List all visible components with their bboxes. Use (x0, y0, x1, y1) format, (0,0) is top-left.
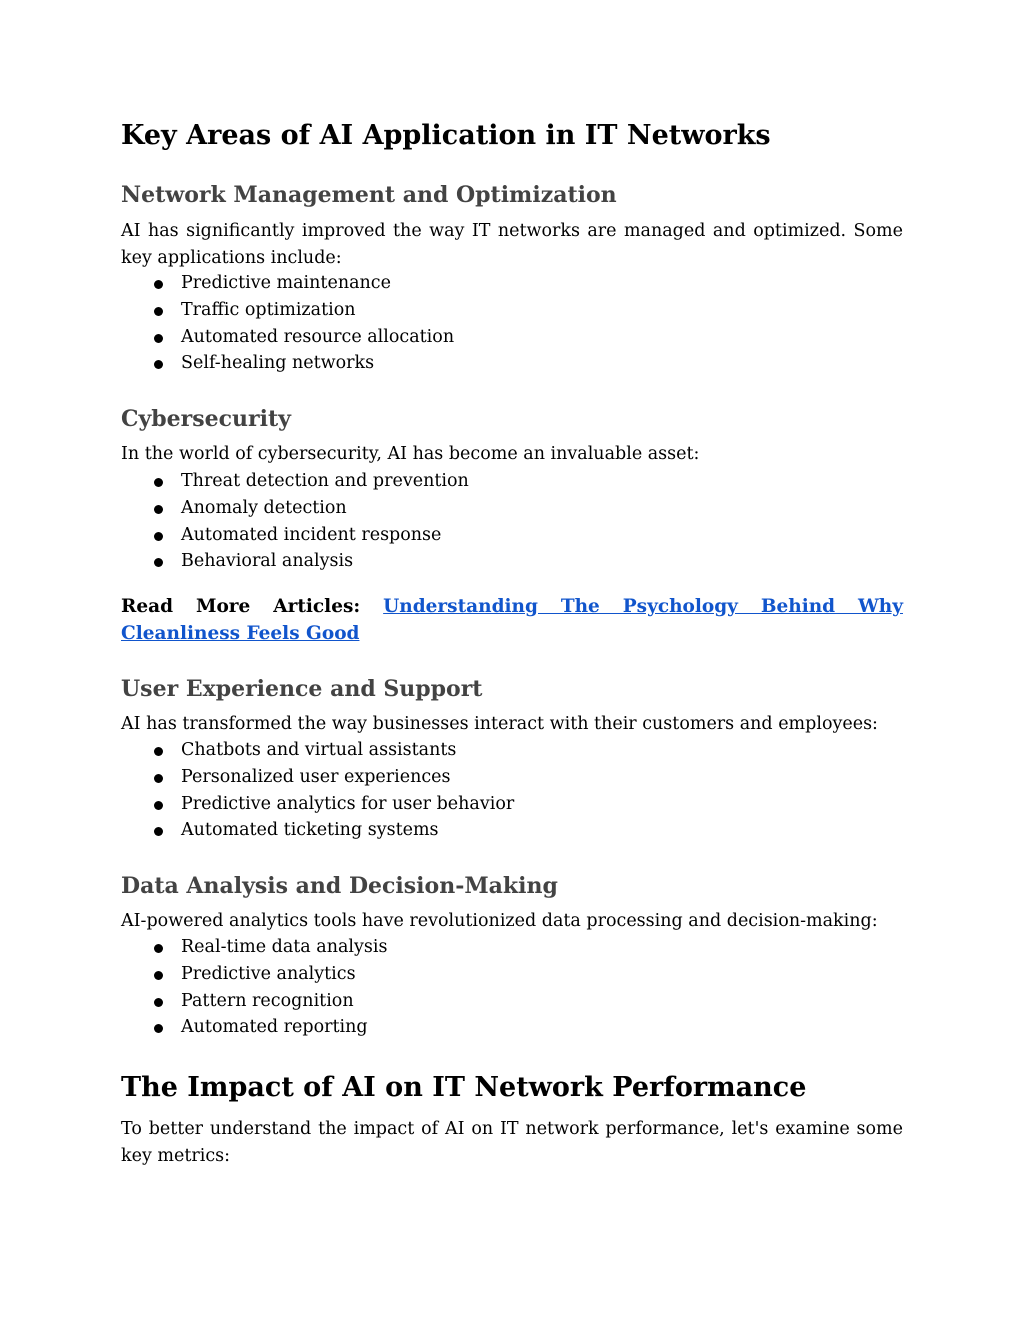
section-intro-data-analysis: AI-powered analytics tools have revolutionized data processing and decision-making: (121, 911, 878, 931)
bullet-icon (154, 532, 163, 541)
bullet-icon (154, 998, 163, 1007)
list-item: Traffic optimization (121, 297, 454, 324)
read-more-link[interactable]: Understanding The Psychology Behind Why Cleanliness Feels Good (121, 596, 903, 644)
list-item: Personalized user experiences (121, 764, 514, 791)
bullet-icon (154, 1024, 163, 1033)
list-item: Anomaly detection (121, 495, 469, 522)
bullet-icon (154, 827, 163, 836)
bullet-icon (154, 334, 163, 343)
impact-intro: To better understand the impact of AI on IT network performance, let's examine some key metrics: (121, 1119, 903, 1166)
list-item: Predictive analytics for user behavior (121, 791, 514, 818)
bullet-icon (154, 747, 163, 756)
bullet-icon (154, 971, 163, 980)
bullet-icon (154, 944, 163, 953)
list-item: Automated reporting (121, 1014, 387, 1041)
list-item: Real-time data analysis (121, 934, 387, 961)
bullet-list-network-management (121, 270, 454, 377)
bullet-icon (154, 801, 163, 810)
bullet-icon (154, 280, 163, 289)
read-more-paragraph (121, 594, 903, 647)
list-item: Predictive maintenance (121, 270, 454, 297)
section-intro-network-management: AI has significantly improved the way IT networks are managed and optimized. Some key applications include: (121, 221, 903, 268)
bullet-icon (154, 478, 163, 487)
list-item: Self-healing networks (121, 350, 454, 377)
bullet-icon (154, 505, 163, 514)
section-intro-user-experience: AI has transformed the way businesses interact with their customers and employees: (121, 714, 878, 734)
bullet-icon (154, 774, 163, 783)
section-heading-cybersecurity: Cybersecurity (121, 406, 291, 432)
section-heading-network-management: Network Management and Optimization (121, 182, 617, 208)
list-item: Automated incident response (121, 522, 469, 549)
read-more-label: Read More Articles: (121, 596, 361, 617)
list-item: Threat detection and prevention (121, 468, 469, 495)
list-item: Behavioral analysis (121, 548, 469, 575)
list-item: Pattern recognition (121, 988, 387, 1015)
impact-title: The Impact of AI on IT Network Performance (121, 1072, 807, 1103)
section-intro-cybersecurity: In the world of cybersecurity, AI has become an invaluable asset: (121, 444, 700, 464)
page-title: Key Areas of AI Application in IT Networks (121, 120, 771, 151)
bullet-list-data-analysis (121, 934, 387, 1041)
list-item: Automated resource allocation (121, 324, 454, 351)
bullet-list-user-experience (121, 737, 514, 844)
section-heading-data-analysis: Data Analysis and Decision-Making (121, 873, 558, 899)
bullet-icon (154, 307, 163, 316)
bullet-icon (154, 360, 163, 369)
bullet-icon (154, 558, 163, 567)
section-heading-user-experience: User Experience and Support (121, 676, 483, 702)
bullet-list-cybersecurity (121, 468, 469, 575)
list-item: Chatbots and virtual assistants (121, 737, 514, 764)
list-item: Automated ticketing systems (121, 817, 514, 844)
list-item: Predictive analytics (121, 961, 387, 988)
